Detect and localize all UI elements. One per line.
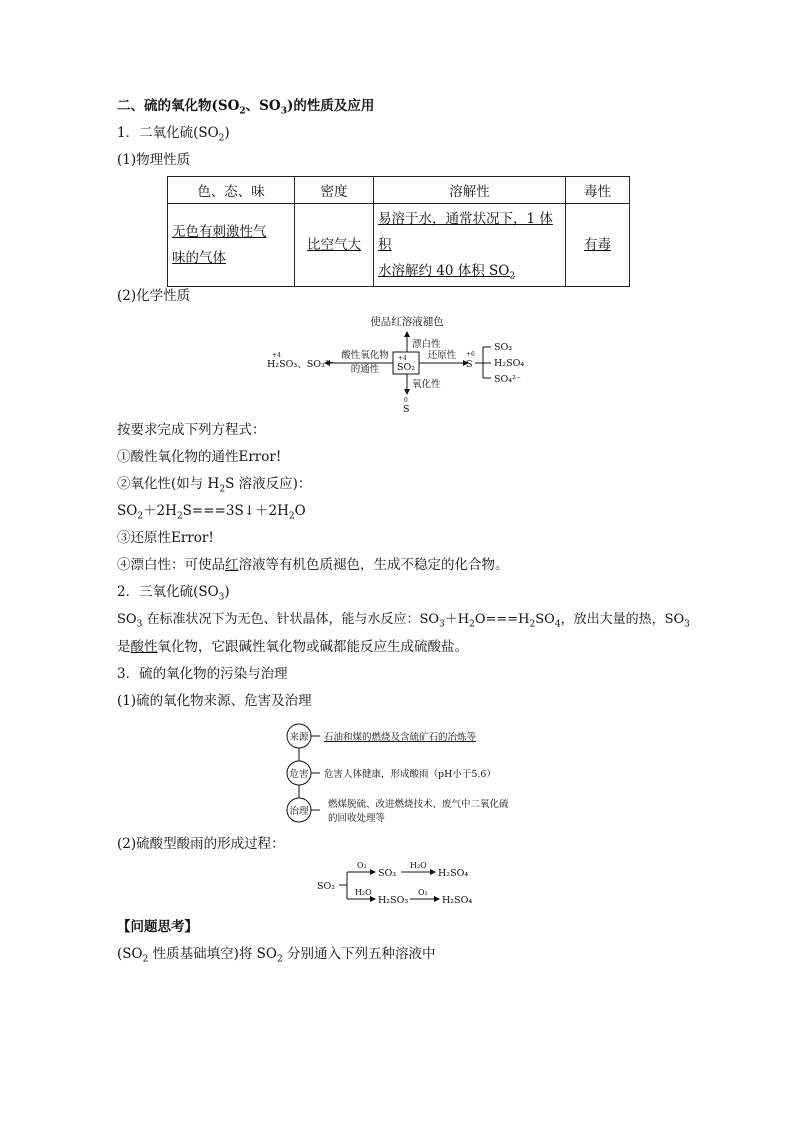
item-reducing: ③还原性Error! (117, 530, 214, 546)
result-so4: SO₄²⁻ (494, 374, 521, 385)
heading-pollution: 3．硫的氧化物的污染与治理 (117, 666, 288, 682)
svg-text:治理: 治理 (289, 806, 309, 817)
section-title: 二、硫的氧化物($SO_2$、$SO_3$)的性质及应用 (117, 98, 375, 117)
heading-so2: 1．二氧化硫$(SO_2)$ (117, 125, 230, 144)
equation-oxidizing: $SO_2+2H_2S===3S↓+2H_2O$ (117, 503, 306, 522)
treatment-text-1: 燃煤脱硫、改进燃烧技术、废气中二氧化硫 (328, 799, 509, 810)
result-h2so4: H₂SO₄ (494, 358, 525, 369)
pollution-diagram (280, 718, 540, 830)
ox-center: +4 (398, 355, 407, 362)
reagent-o2-top: O₂ (357, 861, 367, 870)
svg-text:危害: 危害 (289, 769, 309, 780)
think-heading: 【问题思考】 (117, 919, 198, 935)
bleach-label: 漂白性 (412, 339, 441, 350)
ox-left: +4 (272, 352, 281, 359)
source-text: 石油和煤的燃烧及含硫矿石的冶炼等 (324, 732, 477, 743)
physical-properties-table (167, 176, 630, 287)
harm-text: 危害人体健康，形成酸雨（pH小于5.6） (324, 769, 496, 780)
header-toxicity: 毒性 (566, 177, 630, 204)
cell-toxicity: 有毒 (566, 204, 630, 287)
heading-so3: 2．三氧化硫$(SO_3)$ (117, 584, 230, 603)
svg-text:来源: 来源 (289, 732, 309, 743)
acid-rain-diagram (315, 858, 485, 910)
start-so2: SO₂ (317, 881, 336, 892)
reagent-o2-bottom: O₂ (418, 888, 428, 897)
oxid-label: 氧化性 (412, 379, 441, 390)
reagent-h2o-top: H₂O (410, 861, 427, 870)
s6-label: S (466, 359, 473, 370)
center-so2: SO₂ (396, 362, 416, 373)
so3-paragraph-2: 是酸性氧化物，它跟碱性氧化物或碱都能反应生成硫酸盐。 (117, 639, 468, 655)
so2-property-diagram (255, 310, 555, 420)
item-bleaching: ④漂白性：可使品红溶液等有机色质褪色，生成不稳定的化合物。 (117, 557, 509, 573)
cell-density: 比空气大 (295, 204, 374, 287)
cell-color: 无色有刺激性气 味的气体 (168, 204, 295, 287)
ox-s0: 0 (404, 397, 408, 404)
h2so4-top: H₂SO₄ (438, 868, 469, 879)
s0-label: S (403, 404, 410, 415)
diagram-top-label: 使品红溶液褪色 (370, 316, 444, 328)
item-oxidizing: ②氧化性(如与 $H_2S$ 溶液反应)： (117, 476, 312, 495)
table-header-row (168, 177, 630, 204)
sub-acid-rain: (2)硫酸型酸雨的形成过程： (117, 836, 285, 852)
acid-label-1: 酸性氧化物 (341, 350, 389, 361)
chemical-properties-title: (2)化学性质 (117, 288, 191, 304)
ox-s6: +6 (466, 351, 475, 358)
item-acid-oxide: ①酸性氧化物的通性Error! (117, 449, 282, 465)
h2so4-bottom: H₂SO₄ (442, 895, 473, 906)
left-products: H₂SO₃、SO₃²⁻ (267, 359, 334, 370)
treatment-text-2: 的回收处理等 (328, 813, 386, 824)
header-solubility: 溶解性 (374, 177, 566, 204)
reduce-label: 还原性 (427, 350, 457, 361)
question-line: ($SO_2$ 性质基础填空)将 $SO_2$ 分别通入下列五种溶液中 (117, 946, 436, 965)
result-so3: SO₃ (494, 342, 513, 353)
table-row (168, 204, 630, 287)
so3: SO₃ (378, 868, 397, 879)
so3-paragraph-1: $SO_3$ 在标准状况下为无色、针状晶体，能与水反应：$SO_3+H_2O===H_2SO_4$，放出大量的热，$SO_3$ (117, 612, 690, 630)
header-color: 色、态、味 (168, 177, 295, 204)
h2so3: H₂SO₃ (378, 895, 409, 906)
physical-properties-title: (1)物理性质 (117, 152, 191, 168)
header-density: 密度 (295, 177, 374, 204)
instruction: 按要求完成下列方程式： (117, 422, 266, 438)
acid-label-2: 的通性 (350, 364, 380, 375)
sub-source-harm: (1)硫的氧化物来源、危害及治理 (117, 693, 312, 709)
reagent-h2o-bottom: H₂O (355, 888, 372, 897)
cell-solubility: 易溶于水，通常状况下，1 体积 水溶解约 40 体积 $SO_2$ (374, 204, 566, 287)
